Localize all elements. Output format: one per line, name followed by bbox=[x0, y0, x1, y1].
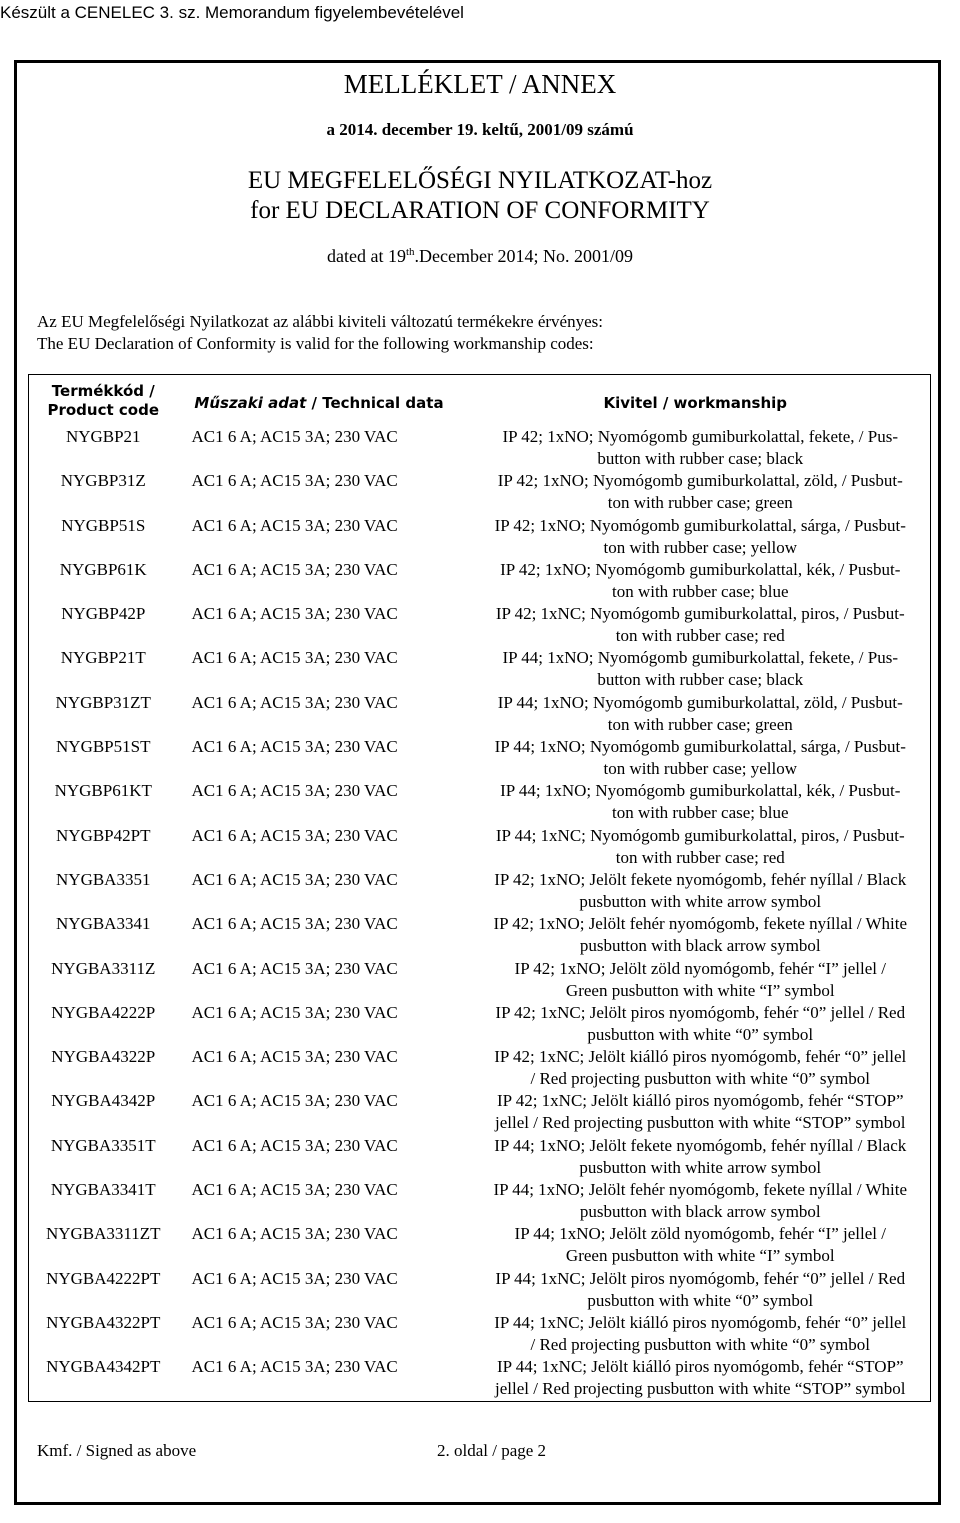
table-row bbox=[29, 1179, 931, 1223]
declaration-title-hu: EU MEGFELELŐSÉGI NYILATKOZAT-hoz bbox=[247, 167, 713, 194]
workmanship-line-1: IP 44; 1xNC; Jelölt piros nyomógomb, fehér “0” jellel / Red bbox=[495, 1268, 906, 1288]
technical-data-cell: AC1 6 A; AC15 3A; 230 VAC bbox=[191, 958, 398, 978]
header-tech-en: / Technical data bbox=[306, 393, 444, 412]
workmanship-line-1: IP 44; 1xNO; Jelölt fehér nyomógomb, fekete nyíllal / White bbox=[493, 1180, 908, 1200]
technical-data-cell: AC1 6 A; AC15 3A; 230 VAC bbox=[191, 604, 398, 624]
product-code-cell: NYGBA3351 bbox=[56, 869, 151, 889]
product-code-cell: NYGBP42P bbox=[61, 604, 146, 624]
product-code-cell: NYGBP61K bbox=[59, 559, 147, 579]
workmanship-line-2: jellel / Red projecting pusbutton with white “STOP” symbol bbox=[495, 1379, 906, 1399]
intro-en: The EU Declaration of Conformity is valid for the following workmanship codes: bbox=[37, 334, 594, 353]
workmanship-line-1: IP 42; 1xNC; Nyomógomb gumiburkolattal, piros, / Pusbut- bbox=[495, 604, 905, 624]
workmanship-cell bbox=[461, 869, 931, 913]
technical-data-cell: AC1 6 A; AC15 3A; 230 VAC bbox=[191, 1047, 398, 1067]
workmanship-line-2: ton with rubber case; green bbox=[607, 714, 793, 734]
header-code-hu: Termékkód / bbox=[51, 381, 155, 400]
workmanship-cell bbox=[461, 958, 931, 1002]
workmanship-cell bbox=[461, 426, 931, 470]
workmanship-line-1: IP 42; 1xNC; Jelölt kiálló piros nyomógomb, fehér “0” jellel bbox=[494, 1047, 907, 1067]
table-row bbox=[29, 1223, 931, 1267]
technical-data-cell: AC1 6 A; AC15 3A; 230 VAC bbox=[191, 1091, 398, 1111]
technical-data-cell: AC1 6 A; AC15 3A; 230 VAC bbox=[191, 825, 398, 845]
workmanship-line-2: button with rubber case; black bbox=[597, 670, 804, 690]
workmanship-line-2: Green pusbutton with white “I” symbol bbox=[565, 1246, 835, 1266]
declaration-title-en: for EU DECLARATION OF CONFORMITY bbox=[250, 197, 710, 224]
workmanship-line-2: ton with rubber case; red bbox=[615, 847, 785, 867]
product-code-cell: NYGBP61KT bbox=[54, 781, 152, 801]
workmanship-cell bbox=[461, 1268, 931, 1312]
product-code-cell: NYGBP51S bbox=[61, 515, 146, 535]
workmanship-cell bbox=[461, 1223, 931, 1267]
workmanship-line-1: IP 44; 1xNO; Nyomógomb gumiburkolattal, kék, / Pusbut- bbox=[500, 781, 901, 801]
workmanship-cell bbox=[461, 647, 931, 691]
product-code-cell: NYGBA4342P bbox=[51, 1091, 156, 1111]
table-header-row bbox=[29, 375, 931, 427]
workmanship-line-2: pusbutton with black arrow symbol bbox=[579, 936, 821, 956]
technical-data-cell: AC1 6 A; AC15 3A; 230 VAC bbox=[191, 1180, 398, 1200]
workmanship-cell bbox=[461, 1312, 931, 1356]
workmanship-cell bbox=[461, 736, 931, 780]
workmanship-cell bbox=[461, 825, 931, 869]
table-row bbox=[29, 515, 931, 559]
workmanship-line-2: ton with rubber case; blue bbox=[611, 581, 789, 601]
workmanship-line-1: IP 44; 1xNO; Nyomógomb gumiburkolattal, zöld, / Pusbut- bbox=[497, 692, 903, 712]
technical-data-cell: AC1 6 A; AC15 3A; 230 VAC bbox=[191, 1357, 398, 1377]
workmanship-cell bbox=[461, 1356, 931, 1401]
table-row bbox=[29, 1090, 931, 1134]
workmanship-cell bbox=[461, 1002, 931, 1046]
workmanship-line-2: pusbutton with white arrow symbol bbox=[579, 891, 822, 911]
workmanship-line-1: IP 42; 1xNO; Nyomógomb gumiburkolattal, kék, / Pusbut- bbox=[500, 559, 901, 579]
workmanship-line-1: IP 44; 1xNO; Jelölt fekete nyomógomb, fehér nyíllal / Black bbox=[494, 1135, 907, 1155]
workmanship-line-1: IP 42; 1xNO; Jelölt fekete nyomógomb, fehér nyíllal / Black bbox=[494, 869, 907, 889]
workmanship-cell bbox=[461, 1135, 931, 1179]
workmanship-line-1: IP 42; 1xNO; Nyomógomb gumiburkolattal, fekete, / Pus- bbox=[502, 427, 899, 446]
workmanship-line-2: button with rubber case; black bbox=[597, 449, 804, 468]
workmanship-line-2: ton with rubber case; blue bbox=[611, 803, 789, 823]
workmanship-cell bbox=[461, 1046, 931, 1090]
workmanship-line-1: IP 44; 1xNC; Jelölt kiálló piros nyomógomb, fehér “0” jellel bbox=[494, 1312, 907, 1332]
product-code-cell: NYGBA4322PT bbox=[46, 1312, 161, 1332]
product-code-cell: NYGBA3311ZT bbox=[45, 1224, 161, 1244]
workmanship-line-2: / Red projecting pusbutton with white “0” symbol bbox=[530, 1069, 870, 1089]
workmanship-line-1: IP 44; 1xNO; Nyomógomb gumiburkolattal, fekete, / Pus- bbox=[502, 648, 899, 668]
table-row bbox=[29, 1268, 931, 1312]
header-tech-hu: Műszaki adat bbox=[194, 393, 307, 412]
workmanship-line-1: IP 42; 1xNC; Jelölt kiálló piros nyomógomb, fehér “STOP” bbox=[496, 1091, 904, 1111]
workmanship-line-2: Green pusbutton with white “I” symbol bbox=[565, 980, 835, 1000]
workmanship-line-1: IP 44; 1xNO; Jelölt zöld nyomógomb, fehér “I” jellel / bbox=[514, 1224, 886, 1244]
table-row bbox=[29, 426, 931, 470]
workmanship-line-1: IP 42; 1xNO; Nyomógomb gumiburkolattal, zöld, / Pusbut- bbox=[497, 471, 903, 491]
workmanship-line-2: pusbutton with white “0” symbol bbox=[587, 1024, 814, 1044]
product-code-cell: NYGBA3311Z bbox=[51, 958, 156, 978]
technical-data-cell: AC1 6 A; AC15 3A; 230 VAC bbox=[191, 781, 398, 801]
table-row bbox=[29, 647, 931, 691]
workmanship-cell bbox=[461, 470, 931, 514]
table-row bbox=[29, 1135, 931, 1179]
table-row bbox=[29, 603, 931, 647]
technical-data-cell: AC1 6 A; AC15 3A; 230 VAC bbox=[191, 692, 398, 712]
workmanship-line-2: ton with rubber case; green bbox=[607, 493, 793, 513]
reference-line: a 2014. december 19. keltű, 2001/09 számú bbox=[326, 120, 634, 139]
signature-note: Kmf. / Signed as above bbox=[37, 1441, 197, 1460]
product-code-cell: NYGBA3351T bbox=[50, 1135, 156, 1155]
technical-data-cell: AC1 6 A; AC15 3A; 230 VAC bbox=[191, 737, 398, 757]
table-row bbox=[29, 913, 931, 957]
product-code-cell: NYGBA4222PT bbox=[46, 1268, 161, 1288]
product-table bbox=[28, 374, 931, 1402]
product-code-cell: NYGBP21T bbox=[60, 648, 146, 668]
workmanship-line-1: IP 42; 1xNO; Jelölt fehér nyomógomb, fekete nyíllal / White bbox=[493, 914, 908, 934]
technical-data-cell: AC1 6 A; AC15 3A; 230 VAC bbox=[191, 471, 398, 491]
product-code-cell: NYGBA3341T bbox=[50, 1180, 156, 1200]
product-code-cell: NYGBP31ZT bbox=[55, 692, 151, 712]
workmanship-line-2: / Red projecting pusbutton with white “0” symbol bbox=[530, 1334, 870, 1354]
technical-data-cell: AC1 6 A; AC15 3A; 230 VAC bbox=[191, 869, 398, 889]
product-code-cell: NYGBP42PT bbox=[56, 825, 151, 845]
workmanship-line-2: ton with rubber case; yellow bbox=[603, 537, 798, 557]
header-workmanship: Kivitel / workmanship bbox=[603, 393, 788, 412]
annex-title: MELLÉKLET / ANNEX bbox=[343, 69, 617, 99]
technical-data-cell: AC1 6 A; AC15 3A; 230 VAC bbox=[191, 1312, 398, 1332]
technical-data-cell: AC1 6 A; AC15 3A; 230 VAC bbox=[191, 1268, 398, 1288]
product-code-cell: NYGBP51ST bbox=[56, 737, 151, 757]
technical-data-cell: AC1 6 A; AC15 3A; 230 VAC bbox=[191, 914, 398, 934]
workmanship-cell bbox=[461, 692, 931, 736]
workmanship-line-1: IP 42; 1xNO; Nyomógomb gumiburkolattal, sárga, / Pusbut- bbox=[494, 515, 906, 535]
technical-data-cell: AC1 6 A; AC15 3A; 230 VAC bbox=[191, 648, 398, 668]
technical-data-cell: AC1 6 A; AC15 3A; 230 VAC bbox=[191, 1002, 398, 1022]
technical-data-cell: AC1 6 A; AC15 3A; 230 VAC bbox=[191, 559, 398, 579]
table-row bbox=[29, 1356, 931, 1401]
header-product-code bbox=[29, 375, 178, 427]
product-code-cell: NYGBA3341 bbox=[56, 914, 151, 934]
workmanship-line-1: IP 42; 1xNO; Jelölt zöld nyomógomb, fehér “I” jellel / bbox=[514, 958, 886, 978]
table-row bbox=[29, 470, 931, 514]
workmanship-line-1: IP 42; 1xNC; Jelölt piros nyomógomb, fehér “0” jellel / Red bbox=[495, 1002, 906, 1022]
product-code-cell: NYGBA4222P bbox=[51, 1002, 156, 1022]
workmanship-cell bbox=[461, 1090, 931, 1134]
table-row bbox=[29, 825, 931, 869]
workmanship-line-2: pusbutton with white “0” symbol bbox=[587, 1290, 814, 1310]
table-body bbox=[29, 426, 931, 1401]
table-row bbox=[29, 692, 931, 736]
technical-data-cell: AC1 6 A; AC15 3A; 230 VAC bbox=[191, 1135, 398, 1155]
technical-data-cell: AC1 6 A; AC15 3A; 230 VAC bbox=[191, 427, 398, 446]
workmanship-cell bbox=[461, 1179, 931, 1223]
product-code-cell: NYGBP21 bbox=[65, 427, 141, 446]
table-row bbox=[29, 559, 931, 603]
workmanship-line-2: pusbutton with white arrow symbol bbox=[579, 1157, 822, 1177]
workmanship-cell bbox=[461, 515, 931, 559]
workmanship-cell bbox=[461, 913, 931, 957]
table-row bbox=[29, 1312, 931, 1356]
header-technical-data bbox=[178, 375, 461, 427]
dated-prefix: dated at 19 bbox=[327, 246, 406, 266]
product-code-cell: NYGBA4322P bbox=[51, 1047, 156, 1067]
table-row bbox=[29, 780, 931, 824]
workmanship-cell bbox=[461, 780, 931, 824]
workmanship-line-1: IP 44; 1xNO; Nyomógomb gumiburkolattal, sárga, / Pusbut- bbox=[494, 737, 906, 757]
workmanship-line-2: ton with rubber case; yellow bbox=[603, 759, 798, 779]
header-note: Készült a CENELEC 3. sz. Memorandum figyelembevételével bbox=[0, 3, 464, 22]
workmanship-cell bbox=[461, 559, 931, 603]
workmanship-line-1: IP 44; 1xNC; Jelölt kiálló piros nyomógomb, fehér “STOP” bbox=[496, 1357, 904, 1377]
technical-data-cell: AC1 6 A; AC15 3A; 230 VAC bbox=[191, 1224, 398, 1244]
table-row bbox=[29, 869, 931, 913]
table-row bbox=[29, 958, 931, 1002]
workmanship-line-2: pusbutton with black arrow symbol bbox=[579, 1202, 821, 1222]
technical-data-cell: AC1 6 A; AC15 3A; 230 VAC bbox=[191, 515, 398, 535]
workmanship-line-1: IP 44; 1xNC; Nyomógomb gumiburkolattal, piros, / Pusbut- bbox=[495, 825, 905, 845]
dated-sup: th bbox=[405, 246, 415, 258]
dated-suffix: .December 2014; No. 2001/09 bbox=[414, 246, 633, 266]
intro-hu: Az EU Megfelelőségi Nyilatkozat az alábbi kiviteli változatú termékekre érvényes: bbox=[37, 312, 603, 331]
product-code-cell: NYGBP31Z bbox=[60, 471, 146, 491]
workmanship-line-2: ton with rubber case; red bbox=[615, 626, 785, 646]
header-code-en: Product code bbox=[47, 400, 159, 419]
page-number: 2. oldal / page 2 bbox=[437, 1441, 547, 1460]
workmanship-line-2: jellel / Red projecting pusbutton with white “STOP” symbol bbox=[495, 1113, 906, 1133]
table-row bbox=[29, 1002, 931, 1046]
product-code-cell: NYGBA4342PT bbox=[46, 1357, 161, 1377]
dated-line bbox=[0, 244, 960, 268]
workmanship-cell bbox=[461, 603, 931, 647]
table-row bbox=[29, 736, 931, 780]
table-row bbox=[29, 1046, 931, 1090]
